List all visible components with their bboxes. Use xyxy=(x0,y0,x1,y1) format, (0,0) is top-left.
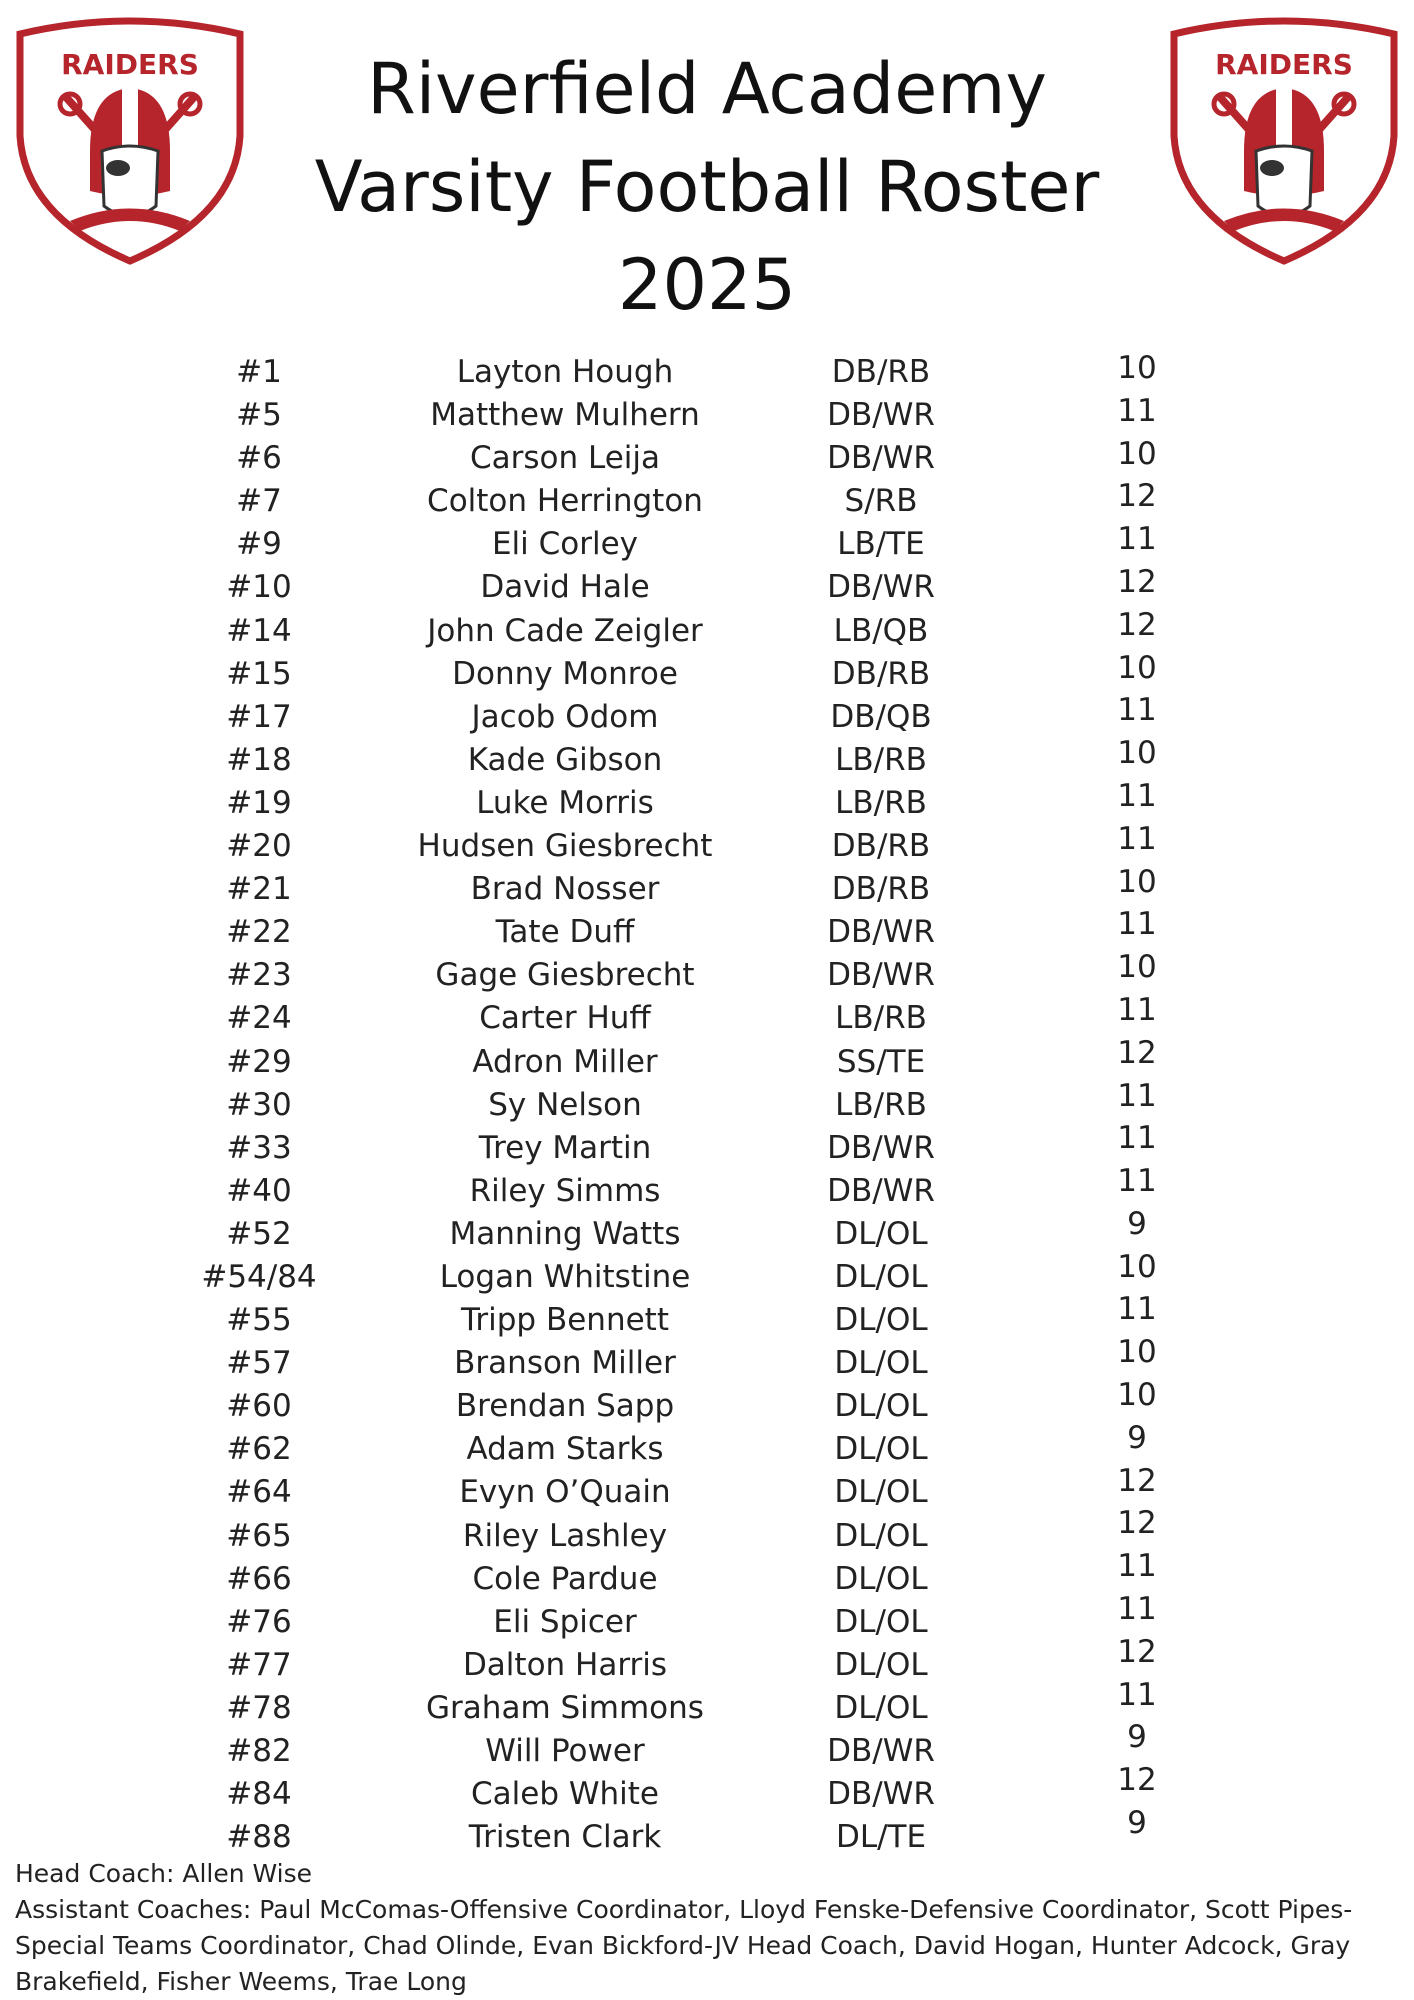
player-grade: 10 xyxy=(1117,735,1157,772)
player-number: #84 xyxy=(226,1776,292,1813)
roster-row xyxy=(0,1719,1414,1774)
player-name: Carter Huff xyxy=(479,1000,651,1037)
player-position: DB/QB xyxy=(830,698,932,735)
player-grade: 10 xyxy=(1117,350,1157,386)
player-position: DL/OL xyxy=(834,1215,928,1252)
player-name: Tate Duff xyxy=(495,914,635,951)
player-name: Branson Miller xyxy=(454,1345,676,1382)
player-name: Luke Morris xyxy=(476,784,654,821)
player-position: DL/OL xyxy=(834,1431,928,1468)
player-position: LB/RB xyxy=(835,1086,927,1123)
player-name: Will Power xyxy=(485,1733,645,1769)
player-position: SS/TE xyxy=(836,1043,926,1080)
player-grade: 11 xyxy=(1117,1676,1157,1713)
player-name: Kade Gibson xyxy=(467,741,663,778)
player-name: Colton Herrington xyxy=(427,483,703,520)
player-position: DL/OL xyxy=(834,1345,928,1382)
player-name: Donny Monroe xyxy=(452,655,678,692)
player-number: #5 xyxy=(236,397,282,434)
assistant-coaches: Assistant Coaches: Paul McComas-Offensive Coordinator, Lloyd Fenske-Defensive Coordinator, Scott Pipes-Special Teams Coordinator, Chad Olinde, Evan Bickford-JV Head Coach, David Hogan, Hunter Adcock, Gray Brakefield, Fisher Weems, Trae Long xyxy=(15,1895,1353,1996)
player-number: #15 xyxy=(226,655,292,692)
roster-row xyxy=(0,1077,1414,1128)
player-number: #52 xyxy=(226,1215,292,1252)
player-grade: 11 xyxy=(1117,521,1157,558)
roster-row xyxy=(0,392,1414,438)
player-number: #14 xyxy=(226,612,292,649)
logo-wordmark: RAIDERS xyxy=(61,48,199,81)
player-name: Layton Hough xyxy=(456,354,674,390)
player-number: #64 xyxy=(226,1474,292,1511)
player-name: Matthew Mulhern xyxy=(430,397,700,434)
player-number: #17 xyxy=(226,698,292,735)
player-grade: 11 xyxy=(1117,906,1157,943)
player-position: DB/WR xyxy=(827,1733,935,1769)
player-position: DB/WR xyxy=(827,1129,935,1166)
player-number: #78 xyxy=(226,1689,292,1726)
shield-icon xyxy=(10,16,250,266)
player-position: DL/OL xyxy=(834,1302,928,1339)
roster-row xyxy=(0,820,1414,869)
roster-row xyxy=(0,1034,1414,1085)
player-number: #21 xyxy=(226,871,292,908)
player-grade: 12 xyxy=(1117,606,1157,643)
player-number: #65 xyxy=(226,1517,292,1554)
roster-row xyxy=(0,649,1414,697)
player-grade: 10 xyxy=(1117,435,1157,472)
player-number: #66 xyxy=(226,1560,292,1597)
player-number: #55 xyxy=(226,1302,292,1339)
roster-row xyxy=(0,1291,1414,1343)
player-position: DB/RB xyxy=(831,354,931,390)
head-coach: Head Coach: Allen Wise xyxy=(15,1859,313,1888)
player-position: DL/OL xyxy=(834,1517,928,1554)
player-grade: 12 xyxy=(1117,1034,1157,1071)
roster-row xyxy=(0,692,1414,740)
player-grade: 11 xyxy=(1117,1291,1157,1328)
player-number: #60 xyxy=(226,1388,292,1425)
player-position: LB/RB xyxy=(835,784,927,821)
title-school: Riverfield Academy xyxy=(367,48,1047,130)
player-grade: 11 xyxy=(1117,820,1157,857)
roster-row xyxy=(0,478,1414,524)
player-grade: 12 xyxy=(1117,1762,1157,1799)
player-name: Eli Spicer xyxy=(493,1603,637,1640)
player-number: #77 xyxy=(226,1646,292,1683)
player-number: #30 xyxy=(226,1086,292,1123)
player-number: #10 xyxy=(226,569,292,606)
raiders-logo-right xyxy=(1164,16,1404,266)
player-name: Sy Nelson xyxy=(488,1086,642,1123)
roster-row xyxy=(0,1805,1414,1860)
player-position: DL/OL xyxy=(834,1603,928,1640)
player-name: Carson Leija xyxy=(469,440,661,477)
player-number: #22 xyxy=(226,914,292,951)
logo-wordmark: RAIDERS xyxy=(1215,48,1353,81)
roster-row xyxy=(0,1505,1414,1559)
player-name: Adron Miller xyxy=(472,1043,658,1080)
player-number: #76 xyxy=(226,1603,292,1640)
player-number: #7 xyxy=(236,483,282,520)
roster-row xyxy=(0,1548,1414,1602)
roster-row xyxy=(0,1248,1414,1300)
player-grade: 9 xyxy=(1127,1805,1147,1841)
player-grade: 11 xyxy=(1117,692,1157,729)
roster-row xyxy=(0,435,1414,481)
player-number: #24 xyxy=(226,1000,292,1037)
raiders-logo-left xyxy=(10,16,250,266)
player-name: Graham Simmons xyxy=(426,1689,704,1726)
player-position: DB/WR xyxy=(827,440,935,477)
player-name: Cole Pardue xyxy=(472,1560,658,1597)
roster-row xyxy=(0,1163,1414,1214)
player-number: #82 xyxy=(226,1733,292,1769)
player-number: #6 xyxy=(236,440,282,477)
player-position: DB/WR xyxy=(827,397,935,434)
player-name: Tripp Bennett xyxy=(461,1302,669,1339)
player-name: Jacob Odom xyxy=(471,698,659,735)
roster-row xyxy=(0,1377,1414,1429)
player-number: #33 xyxy=(226,1129,292,1166)
roster-row xyxy=(0,777,1414,826)
player-name: Riley Lashley xyxy=(462,1517,668,1554)
player-number: #9 xyxy=(236,526,282,563)
player-number: #40 xyxy=(226,1172,292,1209)
page-title xyxy=(240,40,1174,334)
roster-row xyxy=(0,352,1414,395)
player-number: #20 xyxy=(226,828,292,865)
player-position: DL/OL xyxy=(834,1258,928,1295)
player-grade: 10 xyxy=(1117,1377,1157,1414)
player-name: Tristen Clark xyxy=(468,1819,662,1856)
roster-row xyxy=(0,1462,1414,1515)
player-grade: 10 xyxy=(1117,1248,1157,1285)
roster-row xyxy=(0,735,1414,783)
player-name: Brendan Sapp xyxy=(455,1388,675,1425)
player-position: LB/RB xyxy=(835,1000,927,1037)
player-number: #57 xyxy=(226,1345,292,1382)
player-grade: 11 xyxy=(1117,1591,1157,1628)
roster-row xyxy=(0,606,1414,654)
roster-row xyxy=(0,863,1414,912)
player-name: Manning Watts xyxy=(449,1215,681,1252)
player-position: DL/OL xyxy=(834,1646,928,1683)
player-grade: 11 xyxy=(1117,777,1157,814)
roster-row xyxy=(0,1762,1414,1817)
player-number: #23 xyxy=(226,957,292,994)
player-position: DB/WR xyxy=(827,914,935,951)
player-name: Logan Whitstine xyxy=(439,1258,691,1295)
player-grade: 12 xyxy=(1117,1462,1157,1499)
player-number: #88 xyxy=(226,1819,292,1856)
player-name: Eli Corley xyxy=(491,526,639,563)
player-number: #54/84 xyxy=(201,1258,317,1295)
player-name: Brad Nosser xyxy=(470,871,660,908)
player-position: DL/OL xyxy=(834,1689,928,1726)
player-grade: 10 xyxy=(1117,1334,1157,1371)
player-position: DL/TE xyxy=(835,1819,927,1856)
player-position: S/RB xyxy=(844,483,918,520)
roster-row xyxy=(0,1676,1414,1731)
player-grade: 12 xyxy=(1117,1633,1157,1670)
player-position: DL/OL xyxy=(834,1474,928,1511)
player-position: DB/RB xyxy=(831,655,931,692)
coaching-staff xyxy=(15,1856,1400,2000)
player-name: John Cade Zeigler xyxy=(427,612,703,649)
player-name: Dalton Harris xyxy=(462,1646,668,1683)
roster-row xyxy=(0,1334,1414,1386)
player-grade: 12 xyxy=(1117,563,1157,600)
roster-row xyxy=(0,1591,1414,1645)
player-grade: 9 xyxy=(1127,1419,1147,1456)
player-name: Gage Giesbrecht xyxy=(435,957,695,994)
player-grade: 9 xyxy=(1127,1205,1147,1242)
player-position: DL/OL xyxy=(834,1560,928,1597)
player-grade: 11 xyxy=(1117,1120,1157,1157)
player-position: LB/TE xyxy=(837,526,925,563)
player-position: LB/RB xyxy=(835,741,927,778)
player-position: DB/WR xyxy=(827,957,935,994)
roster-row xyxy=(0,521,1414,567)
player-number: #1 xyxy=(236,354,282,390)
title-year: 2025 xyxy=(617,244,797,326)
player-name: David Hale xyxy=(480,569,650,606)
player-name: Riley Simms xyxy=(469,1172,661,1209)
player-position: DB/WR xyxy=(827,569,935,606)
player-position: DB/RB xyxy=(831,828,931,865)
roster-row xyxy=(0,1120,1414,1171)
title-roster: Varsity Football Roster xyxy=(314,146,1100,228)
player-position: DB/WR xyxy=(827,1172,935,1209)
player-position: LB/QB xyxy=(833,612,929,649)
player-position: DL/OL xyxy=(834,1388,928,1425)
player-grade: 11 xyxy=(1117,991,1157,1028)
player-grade: 11 xyxy=(1117,1163,1157,1200)
roster-row xyxy=(0,1633,1414,1688)
roster-row xyxy=(0,906,1414,955)
player-grade: 11 xyxy=(1117,1548,1157,1585)
player-grade: 10 xyxy=(1117,649,1157,686)
player-grade: 10 xyxy=(1117,863,1157,900)
player-number: #19 xyxy=(226,784,292,821)
player-grade: 11 xyxy=(1117,1077,1157,1114)
player-grade: 12 xyxy=(1117,1505,1157,1542)
player-name: Trey Martin xyxy=(478,1129,652,1166)
player-name: Adam Starks xyxy=(466,1431,664,1468)
player-name: Evyn O’Quain xyxy=(459,1474,671,1511)
player-number: #18 xyxy=(226,741,292,778)
roster-row xyxy=(0,1205,1414,1257)
player-grade: 10 xyxy=(1117,949,1157,986)
player-name: Caleb White xyxy=(471,1776,659,1813)
roster-row xyxy=(0,949,1414,998)
player-number: #62 xyxy=(226,1431,292,1468)
player-number: #29 xyxy=(226,1043,292,1080)
player-grade: 11 xyxy=(1117,392,1157,429)
roster-row xyxy=(0,563,1414,610)
roster-row xyxy=(0,1419,1414,1472)
player-name: Hudsen Giesbrecht xyxy=(417,828,713,865)
roster-row xyxy=(0,991,1414,1041)
player-position: DB/WR xyxy=(827,1776,935,1813)
player-position: DB/RB xyxy=(831,871,931,908)
player-grade: 9 xyxy=(1127,1719,1147,1756)
player-grade: 12 xyxy=(1117,478,1157,515)
roster-table xyxy=(0,352,1414,1860)
shield-icon xyxy=(1164,16,1404,266)
